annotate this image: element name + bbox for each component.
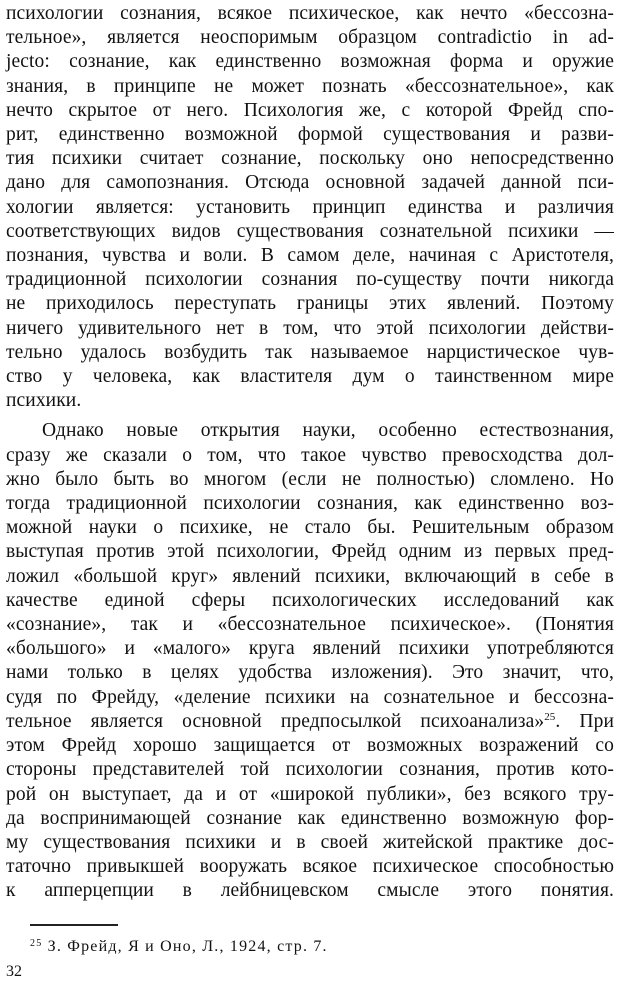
footnote-divider (30, 924, 118, 926)
footnote (30, 938, 328, 956)
text-line: познания, чувства и воли. В самом деле, начиная с Аристотеля, (6, 245, 614, 267)
text-line: jecto: сознание, как единственно возможная форма и оружие (6, 51, 614, 73)
text-line: таточно привыкшей вооружать всякое психическое способностью (6, 856, 614, 878)
text-segment: . При (555, 710, 614, 732)
text-line: к апперцепции в лейбницевском смысле этого понятия. (6, 880, 614, 902)
text-line: рой он выступает, да и от «широкой публики», без всякого тру- (6, 783, 614, 805)
footnote-text: З. Фрейд, Я и Оно, Л., 1924, стр. 7. (47, 938, 328, 955)
footnote-reference[interactable]: 25 (544, 710, 556, 723)
text-segment: тельное является основной предпосылкой психоанализа» (6, 710, 545, 732)
text-line: знания, в принципе не может познать «бессознательное», как (6, 75, 614, 97)
text-line: рит, единственно возможной формой существования и разви- (6, 124, 614, 146)
text-line: психологии сознания, всякое психическое, как нечто «бессозна- (6, 3, 614, 24)
text-line: тия психики считает сознание, поскольку оно непосредственно (6, 148, 614, 170)
text-line: этом Фрейд хорошо защищается от возможных возражений со (6, 735, 614, 757)
text-line-with-footnote (6, 710, 614, 734)
body-text (6, 2, 614, 904)
text-line: судя по Фрейду, «деление психики на сознательное и бессозна- (6, 686, 614, 708)
text-line: соответствующих видов существования сознательной психики — (6, 220, 614, 242)
text-line: стороны представителей той психологии сознания, против кото- (6, 759, 614, 781)
text-line: ложил «большой круг» явлений психики, включающий в себе в (6, 565, 614, 587)
text-line: психики. (6, 390, 82, 412)
page-number: 32 (6, 963, 22, 980)
text-line: му существования психики и в своей житейской практике дос- (6, 831, 614, 853)
text-line: не приходилось переступать границы этих явлений. Поэтому (6, 293, 614, 315)
text-line: тогда традиционной психологии сознания, как единственно воз- (6, 493, 614, 515)
text-line: дано для самопознания. Отсюда основной задачей данной пси- (6, 172, 614, 194)
text-line: можной науки о психике, не стало бы. Решительным образом (6, 517, 614, 539)
text-line: Однако новые открытия науки, особенно естествознания, (42, 420, 614, 442)
text-line: хологии является: установить принцип единства и различия (6, 196, 614, 218)
footnote-marker: 25 (30, 938, 43, 949)
text-line: традиционной психологии сознания по-существу почти никогда (6, 269, 614, 291)
text-line: нечто скрытое от него. Психология же, с которой Фрейд спо- (6, 99, 614, 121)
text-line: тельно удалось возбудить так называемое нарцистическое чув- (6, 341, 614, 363)
text-line: жно было быть во многом (если не полностью) сломлено. Но (6, 468, 614, 490)
text-line: да воспринимающей сознание как единственно возможную фор- (6, 807, 614, 829)
text-line: нами только в целях удобства изложения). Это значит, что, (6, 662, 614, 684)
text-line: выступая против этой психологии, Фрейд одним из первых пред- (6, 541, 614, 563)
text-line: «сознание», так и «бессознательное психическое». (Понятия (6, 614, 614, 636)
text-line: «большого» и «малого» круга явлений психики употребляются (6, 638, 614, 660)
text-line: тельное», является неоспоримым образцом contradictio in ad- (6, 27, 614, 49)
text-line: ничего удивительного нет в том, что этой психологии действи- (6, 317, 614, 339)
text-line: ство у человека, как властителя дум о таинственном мире (6, 366, 614, 388)
text-line: качестве единой сферы психологических исследований как (6, 589, 614, 611)
text-line: сразу же сказали о том, что такое чувство превосходства дол- (6, 444, 614, 466)
